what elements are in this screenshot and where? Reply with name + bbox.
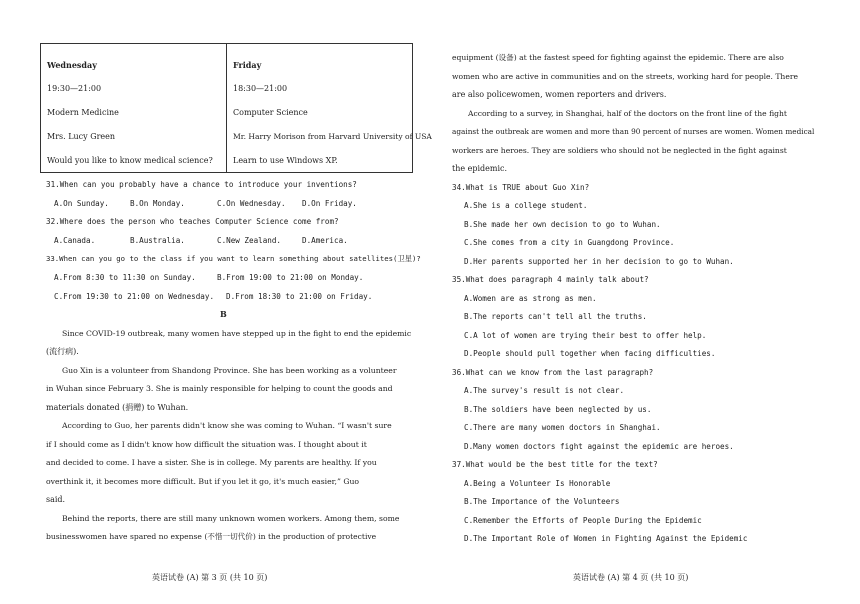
passage-line: (流行病). — [46, 347, 79, 356]
question-33-stem: 33.When can you go to the class if you want to learn something about satellites(卫星)? — [46, 254, 421, 263]
friday-teacher: Mr. Harry Morison from Harvard University of USA — [233, 132, 432, 141]
friday-desc: Learn to use Windows XP. — [233, 156, 338, 165]
footer-page-3: 英语试卷 (A) 第 3 页 (共 10 页) — [152, 573, 268, 582]
question-31-option-a: A.On Sunday. — [54, 199, 109, 208]
passage-line: are also policewomen, women reporters and drivers. — [452, 90, 667, 99]
question-34-option-b: B.She made her own decision to go to Wuhan. — [464, 220, 661, 229]
passage-line: Since COVID-19 outbreak, many women have stepped up in the fight to end the epidemic — [62, 329, 412, 338]
question-34-option-d: D.Her parents supported her in her decision to go to Wuhan. — [464, 257, 734, 266]
question-37-option-c: C.Remember the Efforts of People During the Epidemic — [464, 516, 702, 525]
friday-time: 18:30—21:00 — [233, 84, 288, 93]
passage-line: According to Guo, her parents didn't know she was coming to Wuhan. “I wasn't sure — [62, 421, 392, 430]
passage-line: According to a survey, in Shanghai, half of the doctors on the front line of the fight — [468, 109, 787, 118]
question-37-option-b: B.The Importance of the Volunteers — [464, 497, 620, 506]
question-31-option-b: B.On Monday. — [130, 199, 185, 208]
wednesday-day: Wednesday — [47, 60, 97, 70]
passage-line: Behind the reports, there are still many unknown women workers. Among them, some — [62, 514, 400, 523]
question-33-option-d: D.From 18:30 to 21:00 on Friday. — [226, 292, 373, 301]
question-31-option-c: C.On Wednesday. — [217, 199, 286, 208]
question-35-option-c: C.A lot of women are trying their best to offer help. — [464, 331, 707, 340]
wednesday-time: 19:30—21:00 — [47, 84, 102, 93]
passage-line: workers are heroes. They are soldiers who should not be neglected in the fight against — [452, 146, 787, 155]
passage-line: women who are active in communities and on the streets, working hard for people. There — [452, 72, 798, 81]
passage-line: materials donated (捐赠) to Wuhan. — [46, 403, 189, 412]
question-35-option-d: D.People should pull together when facing difficulties. — [464, 349, 716, 358]
question-32-option-b: B.Australia. — [130, 236, 185, 245]
question-37-stem: 37.What would be the best title for the text? — [452, 460, 658, 469]
footer-page-4: 英语试卷 (A) 第 4 页 (共 10 页) — [573, 573, 689, 582]
question-34-option-a: A.She is a college student. — [464, 201, 588, 210]
passage-line: and decided to come. I have a sister. She is in college. My parents are healthy. If you — [46, 458, 377, 467]
question-36-option-a: A.The survey's result is not clear. — [464, 386, 625, 395]
question-35-option-a: A.Women are as strong as men. — [464, 294, 597, 303]
question-37-option-d: D.The Important Role of Women in Fighting Against the Epidemic — [464, 534, 748, 543]
question-32-option-c: C.New Zealand. — [217, 236, 282, 245]
passage-line: overthink it, it becomes more difficult. But if you let it go, it's much easier,” Guo — [46, 477, 360, 486]
question-32-option-d: D.America. — [302, 236, 348, 245]
question-35-option-b: B.The reports can't tell all the truths. — [464, 312, 647, 321]
question-36-option-b: B.The soldiers have been neglected by us. — [464, 405, 652, 414]
wednesday-teacher: Mrs. Lucy Green — [47, 132, 116, 141]
question-33-option-c: C.From 19:30 to 21:00 on Wednesday. — [54, 292, 215, 301]
passage-line: Guo Xin is a volunteer from Shandong Province. She has been working as a volunteer — [62, 366, 397, 375]
passage-line: against the outbreak are women and more than 90 percent of nurses are women. Women medical — [452, 127, 815, 136]
wednesday-subject: Modern Medicine — [47, 108, 119, 117]
question-31-stem: 31.When can you probably have a chance to introduce your inventions? — [46, 180, 357, 189]
passage-line: said. — [46, 495, 66, 504]
question-31-option-d: D.On Friday. — [302, 199, 357, 208]
passage-line: in Wuhan since February 3. She is mainly responsible for helping to count the goods and — [46, 384, 393, 393]
question-34-stem: 34.What is TRUE about Guo Xin? — [452, 183, 590, 192]
passage-line: equipment (设备) at the fastest speed for fighting against the epidemic. There are also — [452, 53, 784, 62]
schedule-table — [40, 43, 432, 173]
friday-day: Friday — [233, 60, 262, 70]
section-b-heading: B — [220, 309, 227, 319]
wednesday-desc: Would you like to know medical science? — [47, 156, 213, 165]
question-33-option-a: A.From 8:30 to 11:30 on Sunday. — [54, 273, 196, 282]
question-36-stem: 36.What can we know from the last paragraph? — [452, 368, 654, 377]
question-33-option-b: B.From 19:00 to 21:00 on Monday. — [217, 273, 364, 282]
question-37-option-a: A.Being a Volunteer Is Honorable — [464, 479, 611, 488]
passage-line: businesswomen have spared no expense (不惜一切代价) in the production of protective — [46, 532, 377, 541]
question-32-stem: 32.Where does the person who teaches Computer Science come from? — [46, 217, 339, 226]
question-35-stem: 35.What does paragraph 4 mainly talk about? — [452, 275, 649, 284]
question-32-option-a: A.Canada. — [54, 236, 96, 245]
passage-line: if I should come as I didn't know how difficult the situation was. I thought about it — [46, 440, 367, 449]
question-34-option-c: C.She comes from a city in Guangdong Province. — [464, 238, 675, 247]
friday-cell — [227, 44, 432, 173]
question-36-option-c: C.There are many women doctors in Shanghai. — [464, 423, 661, 432]
friday-subject: Computer Science — [233, 108, 308, 117]
wednesday-cell — [41, 44, 227, 173]
passage-line: the epidemic. — [452, 164, 508, 173]
question-36-option-d: D.Many women doctors fight against the epidemic are heroes. — [464, 442, 734, 451]
